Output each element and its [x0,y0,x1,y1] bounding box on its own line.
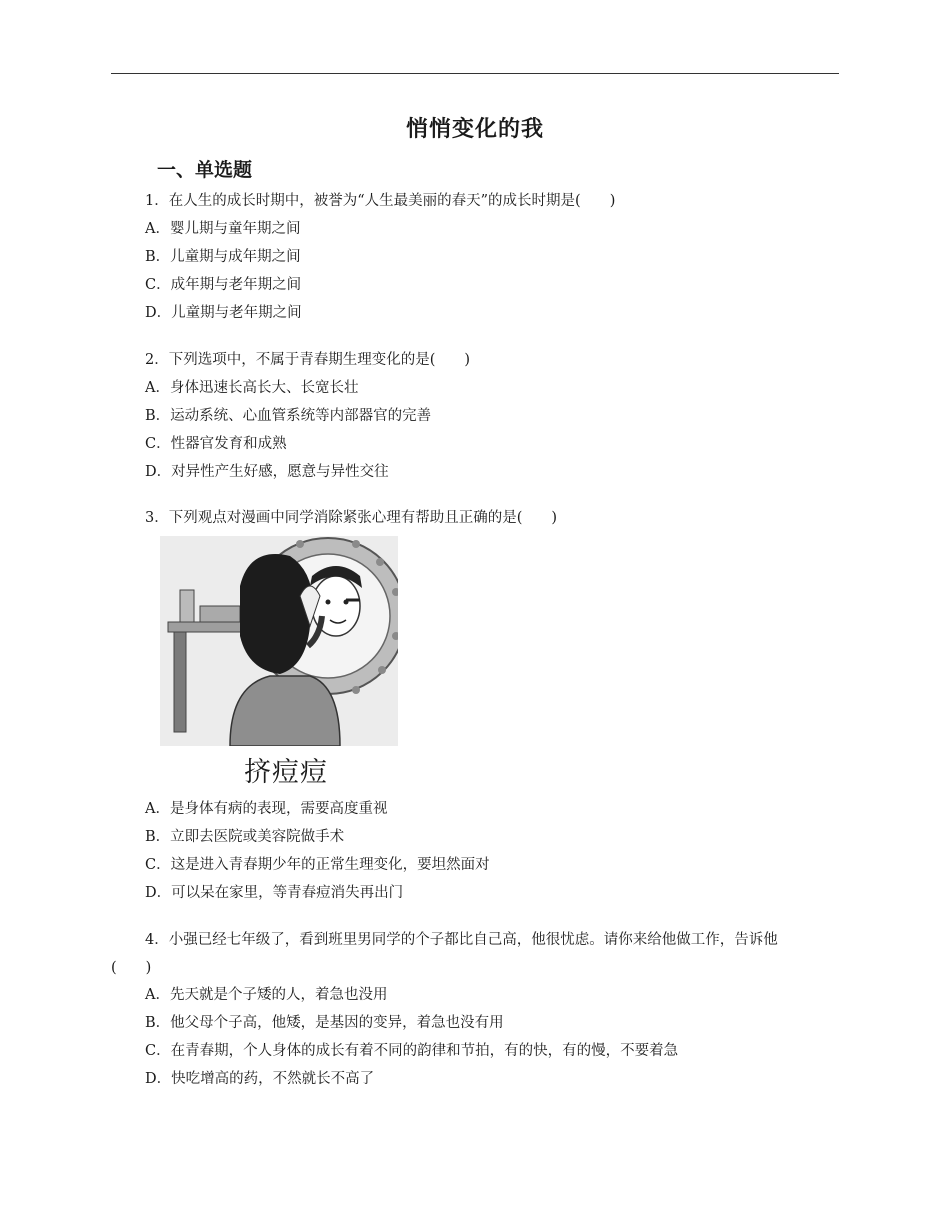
page-title: 悄悄变化的我 [405,117,544,142]
question-4-option-c: C．在青春期，个人身体的成长有着不同的韵律和节拍，有的快，有的慢，不要着急 [145,1043,679,1059]
question-2-stem: 2．下列选项中，不属于青春期生理变化的是( ) [145,352,471,368]
question-4-option-b: B．他父母个子高，他矮，是基因的变异，着急也没有用 [145,1015,504,1031]
question-1-option-a: A．婴儿期与童年期之间 [145,221,301,237]
section-heading: 一、单选题 [157,159,253,181]
girl-hair [240,554,313,674]
question-1-stem: 1．在人生的成长时期中，被誉为“人生最美丽的春天”的成长时期是( ) [145,193,616,209]
question-2-option-b: B．运动系统、心血管系统等内部器官的完善 [145,408,432,424]
question-1-option-d: D．儿童期与老年期之间 [145,305,302,321]
question-3-option-c: C．这是进入青春期少年的正常生理变化，要坦然面对 [145,857,490,873]
header-rule [111,73,839,74]
question-4-stem: 4．小强已经七年级了，看到班里男同学的个子都比自己高，他很忧虑。请你来给他做工作，告诉他( ) [111,932,778,976]
question-2-option-c: C．性器官发育和成熟 [145,436,287,452]
question-4-option-a: A．先天就是个子矮的人，着急也没用 [145,987,388,1003]
question-3-stem: 3．下列观点对漫画中同学消除紧张心理有帮助且正确的是( ) [145,510,558,526]
cartoon-illustration [160,536,398,746]
question-1-option-c: C．成年期与老年期之间 [145,277,302,293]
question-3-option-a: A．是身体有病的表现，需要高度重视 [145,801,388,817]
question-1-option-b: B．儿童期与成年期之间 [145,249,301,265]
question-2-option-d: D．对异性产生好感，愿意与异性交往 [145,464,389,480]
question-4-option-d: D．快吃增高的药，不然就长不高了 [145,1071,375,1087]
question-3-option-b: B．立即去医院或美容院做手术 [145,829,345,845]
question-3-option-d: D．可以呆在家里，等青春痘消失再出门 [145,885,404,901]
question-2-option-a: A．身体迅速长高长大、长宽长壮 [145,380,359,396]
cartoon-caption: 挤痘痘 [244,757,328,788]
